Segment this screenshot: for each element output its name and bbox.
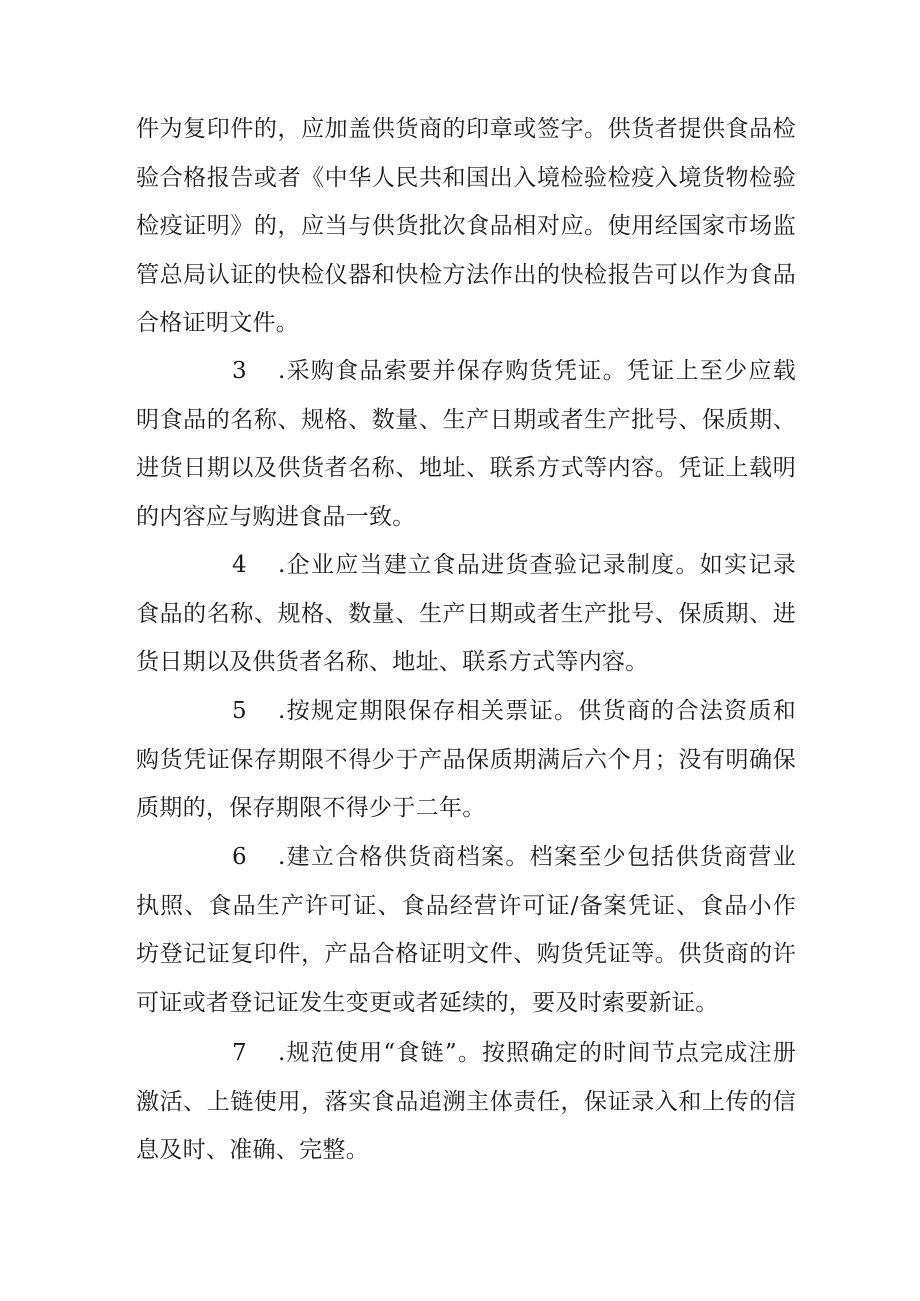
paragraph-continuation — [136, 105, 796, 348]
paragraph-item-6 — [136, 833, 796, 1027]
paragraph-text: .规范使用“食链”。按照确定的时间节点完成注册激活、上链使用，落实食品追溯主体责任，保证录入和上传的信息及时、准确、完整。 — [136, 1040, 796, 1163]
paragraph-text: .采购食品索要并保存购货凭证。凭证上至少应载明食品的名称、规格、数量、生产日期或者生产批号、保质期、进货日期以及供货者名称、地址、联系方式等内容。凭证上载明的内容应与购进食品一致。 — [136, 358, 796, 530]
item-number: 4 — [232, 552, 247, 578]
item-number: 5 — [232, 698, 247, 724]
item-number: 7 — [232, 1040, 247, 1066]
paragraph-item-4 — [136, 541, 796, 687]
item-number: 3 — [232, 358, 247, 384]
paragraph-item-5 — [136, 687, 796, 833]
item-number: 6 — [232, 844, 247, 870]
paragraph-text: 件为复印件的，应加盖供货商的印章或签字。供货者提供食品检验合格报告或者《中华人民共和国出入境检验检疫入境货物检验检疫证明》的，应当与供货批次食品相对应。使用经国家市场监管总局认证的快检仪器和快检方法作出的快检报告可以作为食品合格证明文件。 — [136, 116, 796, 336]
paragraph-item-7 — [136, 1029, 796, 1175]
paragraph-text: .建立合格供货商档案。档案至少包括供货商营业执照、食品生产许可证、食品经营许可证/备案凭证、食品小作坊登记证复印件，产品合格证明文件、购货凭证等。供货商的许可证或者登记证发生变更或者延续的，要及时索要新证。 — [136, 844, 796, 1016]
paragraph-text: .按规定期限保存相关票证。供货商的合法资质和购货凭证保存期限不得少于产品保质期满后六个月；没有明确保质期的，保存期限不得少于二年。 — [136, 698, 796, 821]
paragraph-item-3 — [136, 347, 796, 541]
paragraph-text: .企业应当建立食品进货查验记录制度。如实记录食品的名称、规格、数量、生产日期或者生产批号、保质期、进货日期以及供货者名称、地址、联系方式等内容。 — [136, 552, 796, 675]
